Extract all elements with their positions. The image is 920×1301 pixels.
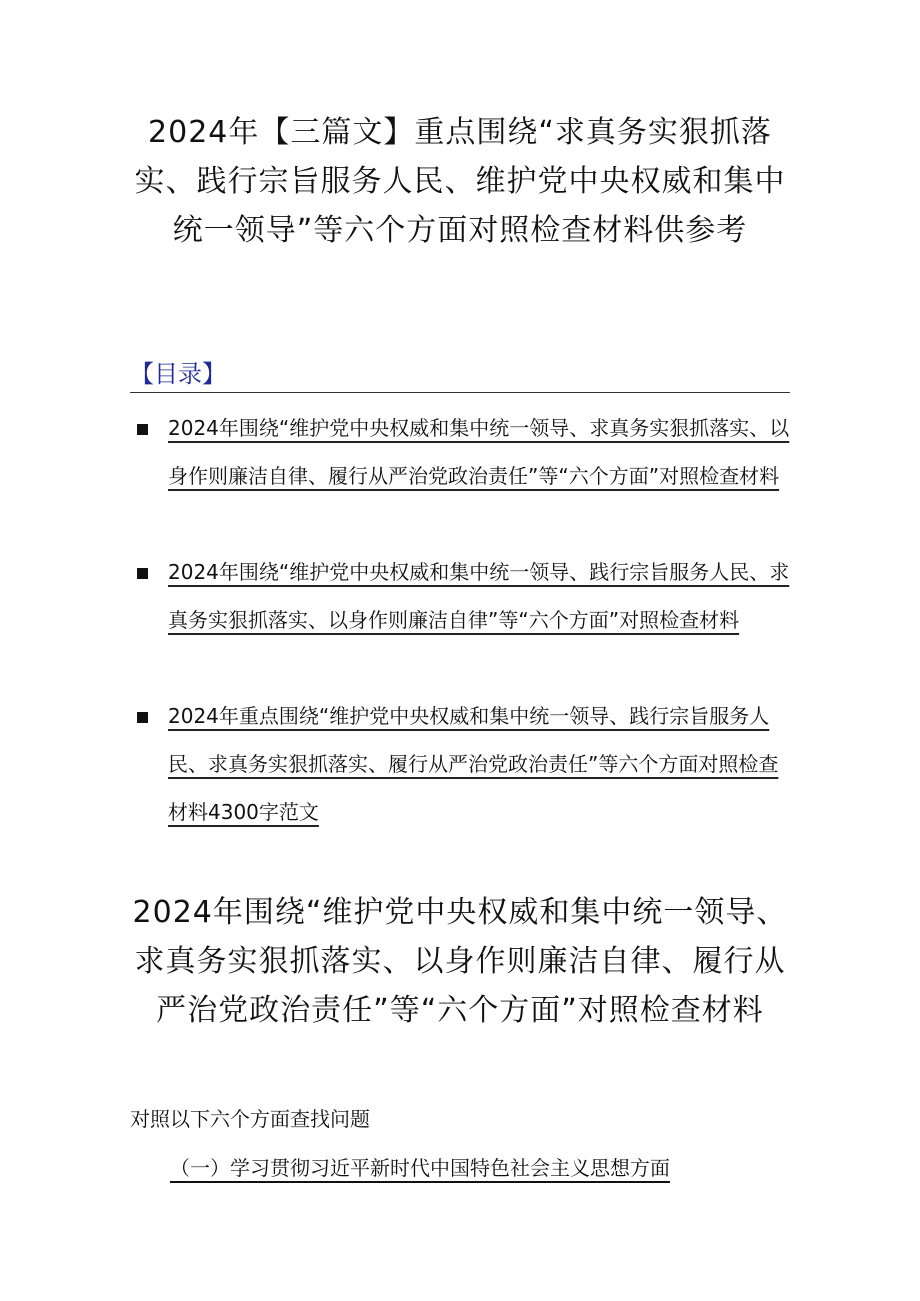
square-bullet-icon xyxy=(137,712,148,723)
lead-paragraph: 对照以下六个方面查找问题 xyxy=(130,1107,370,1131)
toc-item xyxy=(130,548,790,692)
toc-link-1[interactable]: 2024年围绕“维护党中央权威和集中统一领导、求真务实狠抓落实、以身作则廉洁自律、履行从严治党政治责任”等“六个方面”对照检查材料 xyxy=(168,416,790,488)
section-title: 2024年围绕“维护党中央权威和集中统一领导、求真务实狠抓落实、以身作则廉洁自律、履行从严治党政治责任”等“六个方面”对照检查材料 xyxy=(132,895,788,1028)
sub-heading: （一）学习贯彻习近平新时代中国特色社会主义思想方面 xyxy=(170,1156,670,1180)
toc-item xyxy=(130,692,790,836)
toc-heading: 【目录】 xyxy=(130,360,226,388)
toc-item xyxy=(130,404,790,548)
square-bullet-icon xyxy=(137,568,148,579)
toc-link-3[interactable]: 2024年重点围绕“维护党中央权威和集中统一领导、践行宗旨服务人民、求真务实狠抓落实、履行从严治党政治责任”等六个方面对照检查材料4300字范文 xyxy=(168,704,779,824)
toc-list xyxy=(130,404,790,836)
document-main-title: 2024年【三篇文】重点围绕“求真务实狠抓落实、践行宗旨服务人民、维护党中央权威和集中统一领导”等六个方面对照检查材料供参考 xyxy=(134,115,786,248)
square-bullet-icon xyxy=(137,424,148,435)
toc-link-2[interactable]: 2024年围绕“维护党中央权威和集中统一领导、践行宗旨服务人民、求真务实狠抓落实、以身作则廉洁自律”等“六个方面”对照检查材料 xyxy=(168,560,790,632)
toc-divider xyxy=(130,392,790,393)
